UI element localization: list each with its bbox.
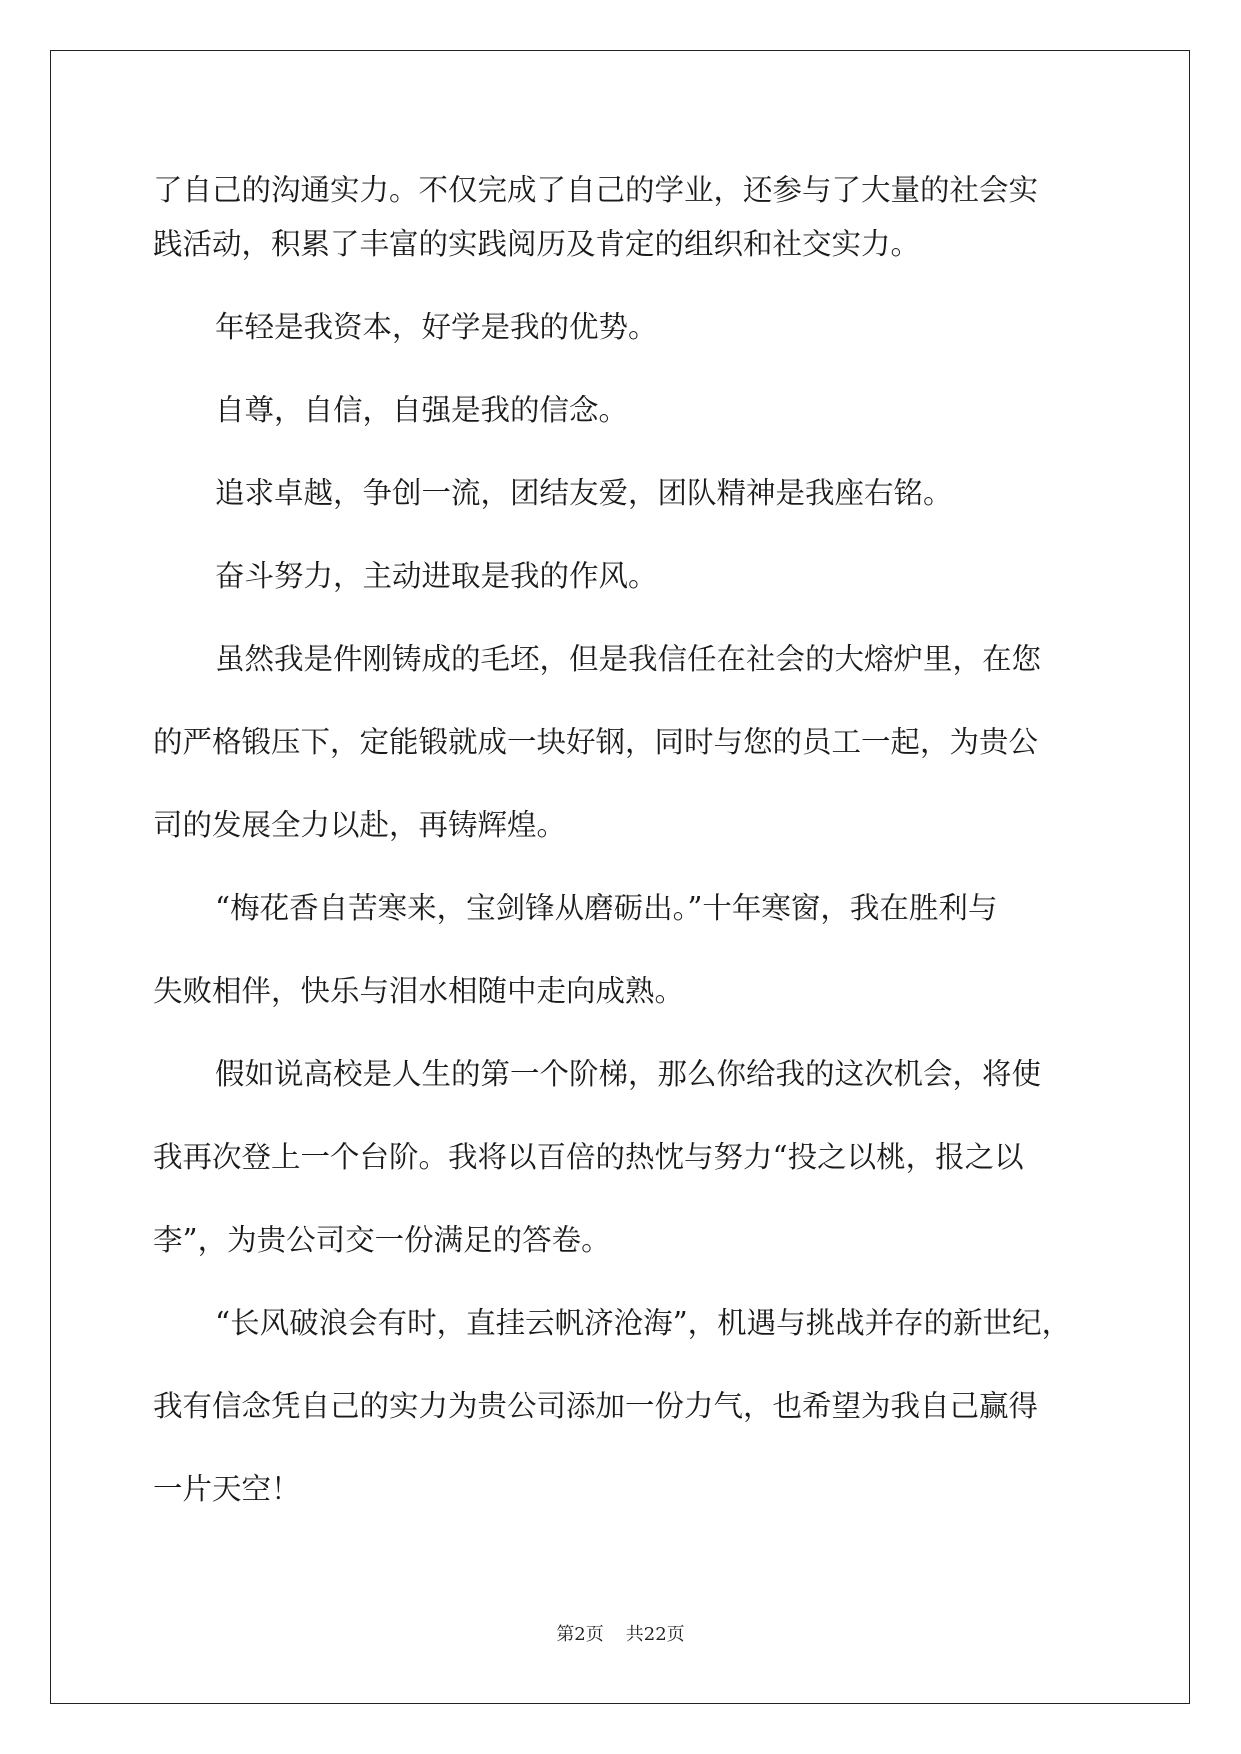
page-footer: [0, 1624, 1241, 1646]
body-text-line: 践活动，积累了丰富的实践阅历及肯定的组织和社交实力。: [153, 227, 921, 261]
body-text-line: “长风破浪会有时，直挂云帆济沧海”，机遇与挑战并存的新世纪，: [215, 1306, 1072, 1340]
body-text-line: 李”，为贵公司交一份满足的答卷。: [153, 1223, 611, 1257]
body-text-line: 年轻是我资本，好学是我的优势。: [215, 310, 658, 344]
body-text-line: 司的发展全力以赴，再铸辉煌。: [153, 808, 567, 842]
body-text-line: 失败相伴，快乐与泪水相随中走向成熟。: [153, 974, 685, 1008]
body-text-line: 奋斗努力，主动进取是我的作风。: [215, 559, 658, 593]
body-text-line: 一片天空！: [153, 1472, 301, 1506]
body-text-line: 我再次登上一个台阶。我将以百倍的热忱与努力“投之以桃，报之以: [153, 1140, 1024, 1174]
body-text-line: “梅花香自苦寒来，宝剑锋从磨砺出。”十年寒窗，我在胜利与: [215, 891, 998, 925]
page-frame: [50, 50, 1190, 1704]
body-text-line: 自尊，自信，自强是我的信念。: [215, 393, 629, 427]
body-text-line: 我有信念凭自己的实力为贵公司添加一份力气，也希望为我自己赢得: [153, 1389, 1039, 1423]
body-text-line: 追求卓越，争创一流，团结友爱，团队精神是我座右铭。: [215, 476, 953, 510]
body-text-line: 假如说高校是人生的第一个阶梯，那么你给我的这次机会，将使: [215, 1057, 1042, 1091]
body-text-line: 的严格锻压下，定能锻就成一块好钢，同时与您的员工一起，为贵公: [153, 725, 1039, 759]
page-total: 共22页: [625, 1624, 685, 1645]
body-text-line: 虽然我是件刚铸成的毛坯，但是我信任在社会的大熔炉里，在您: [215, 642, 1042, 676]
body-text-line: 了自己的沟通实力。不仅完成了自己的学业，还参与了大量的社会实: [153, 173, 1039, 207]
page-number: 第2页: [556, 1624, 604, 1645]
